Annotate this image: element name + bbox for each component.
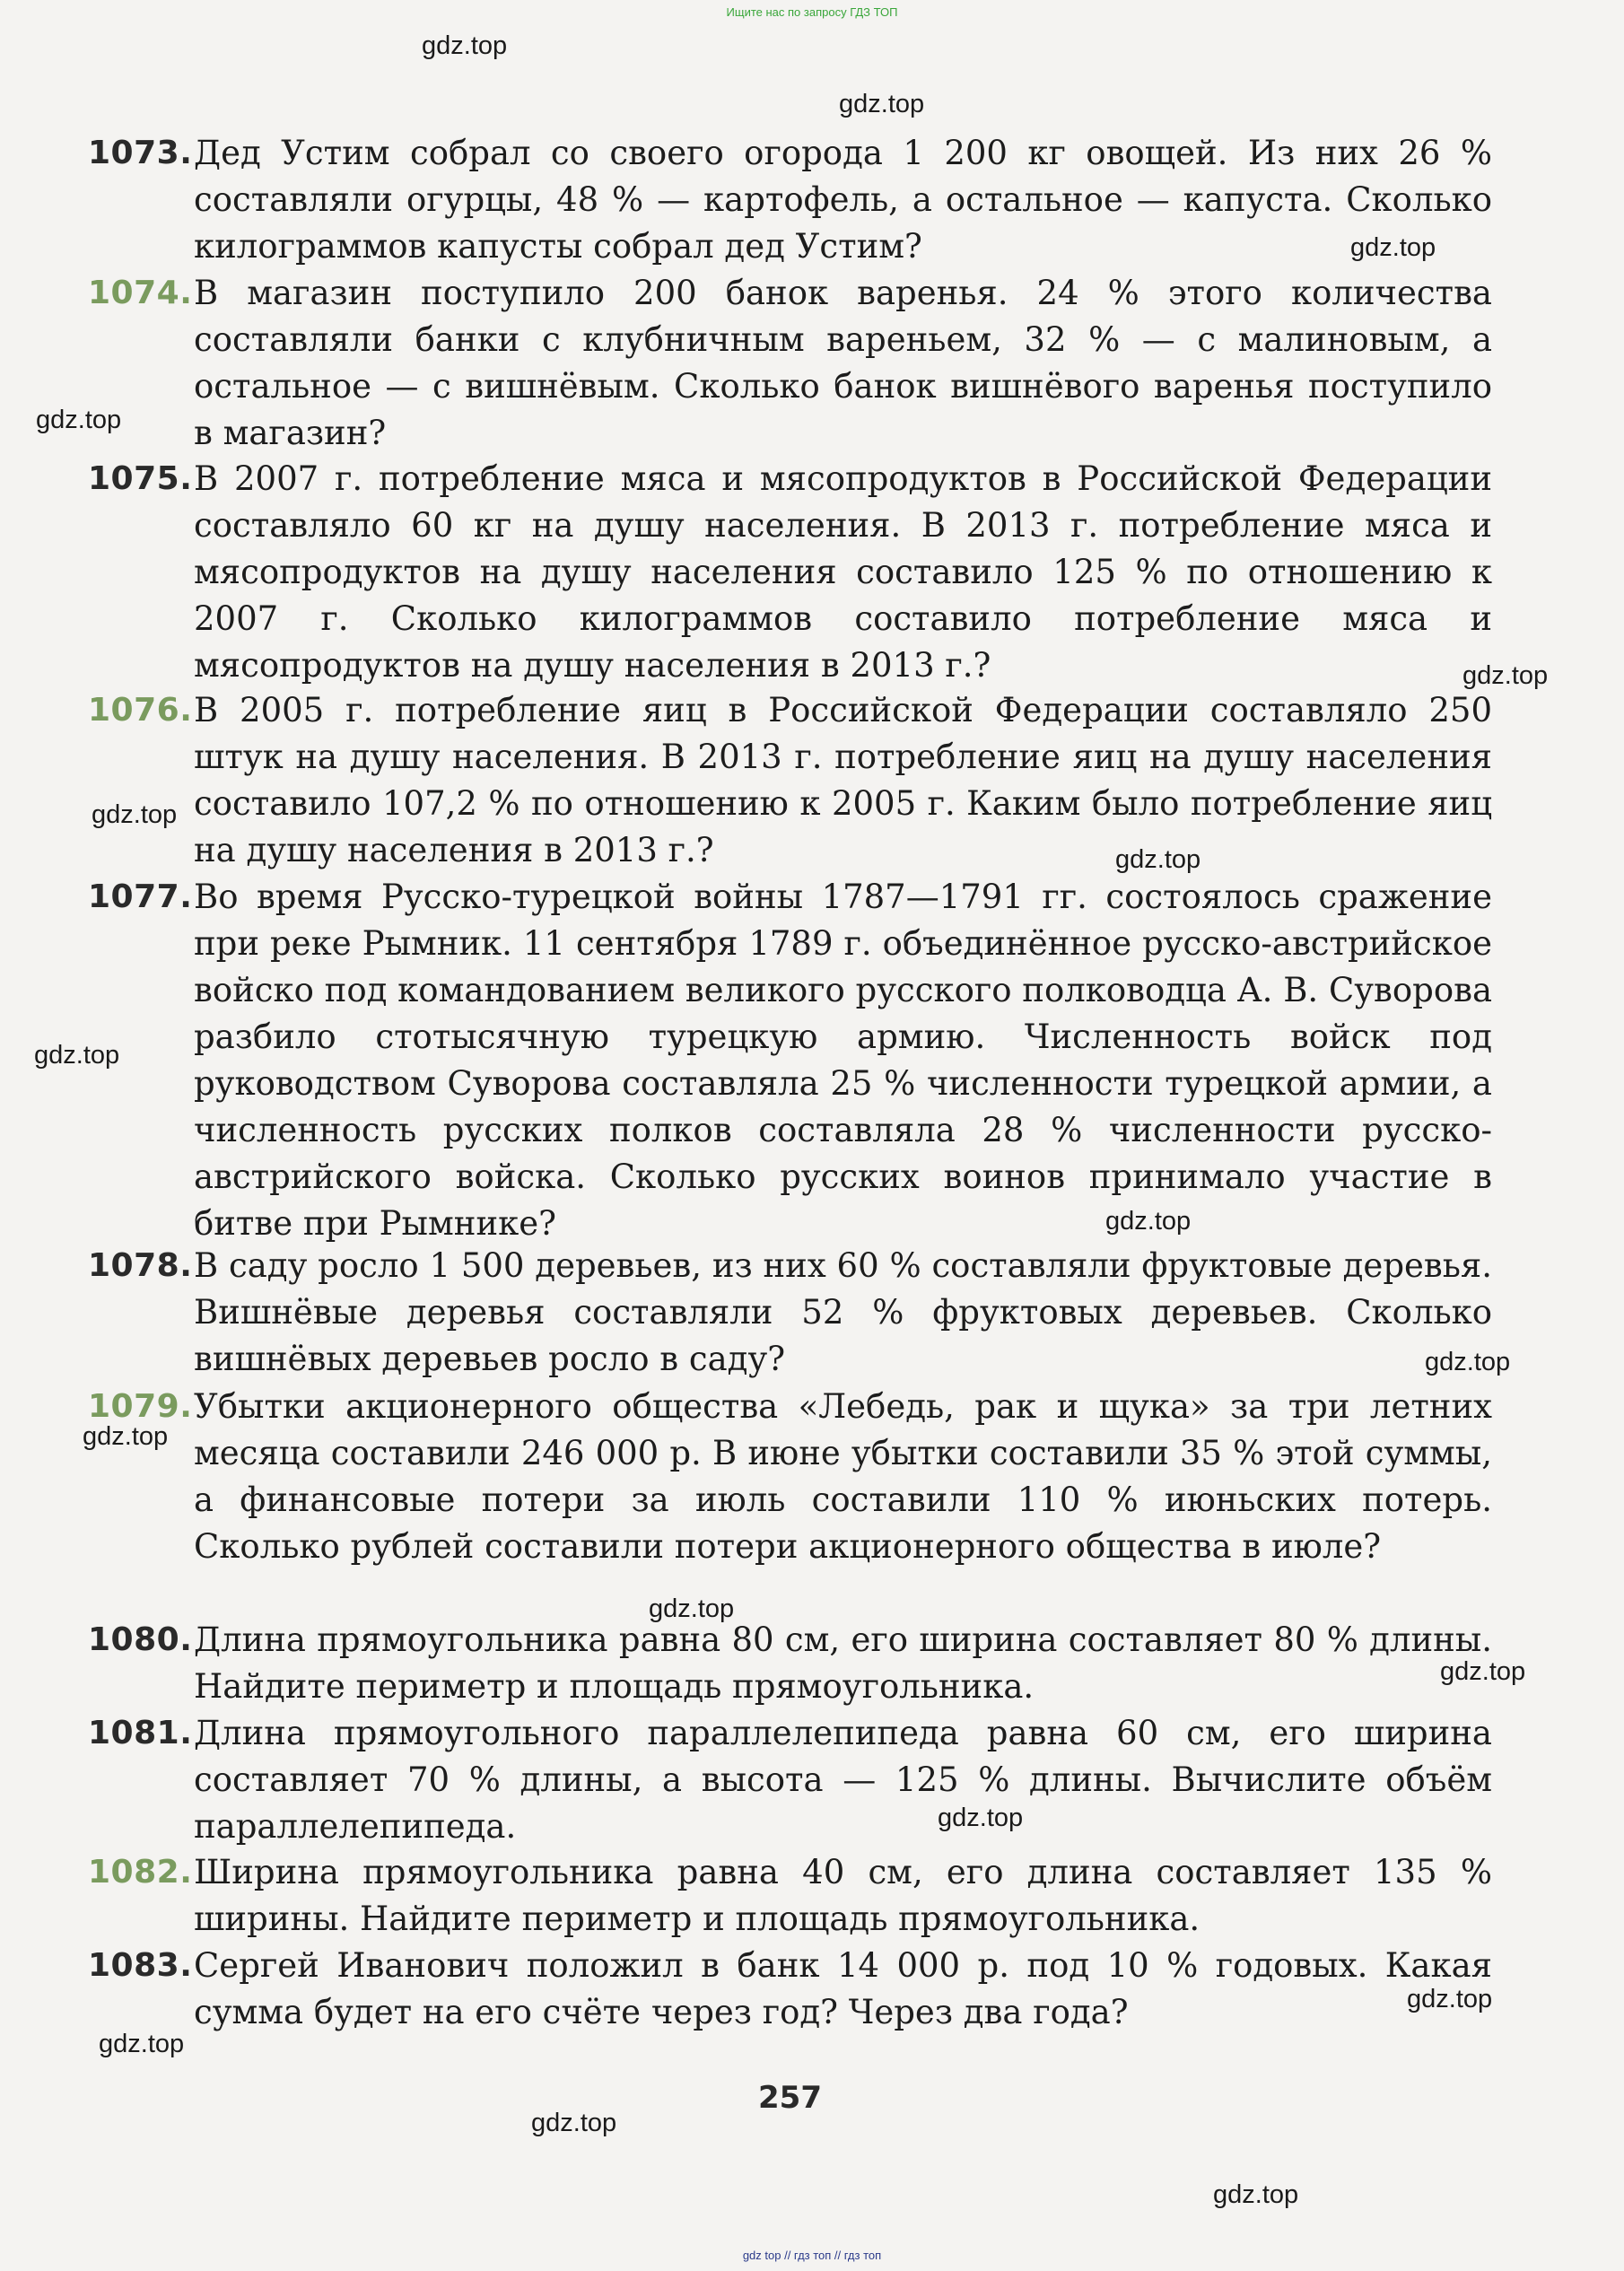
problem-text: Ширина прямоугольника равна 40 см, его длина составляет 135 % ширины. Найдите периметр и площадь прямоугольника. — [194, 1853, 1492, 1938]
watermark: gdz.top — [36, 406, 122, 434]
header-note: Ищите нас по запросу ГДЗ ТОП — [726, 5, 898, 19]
problem-number: 1079. — [88, 1388, 193, 1425]
problem-1079 — [88, 1384, 1492, 1570]
problem-number: 1082. — [88, 1854, 193, 1891]
watermark: gdz.top — [1462, 661, 1549, 690]
problem-text: В 2005 г. потребление яиц в Российской Федерации составляло 250 штук на душу населения. В 2013 г. потребление яиц на душу населения составило 107,2 % по отношению к 2005 г. Каким было потребление яиц на душу населения в 2013 г.? — [194, 691, 1492, 869]
watermark: gdz.top — [92, 800, 178, 829]
watermark: gdz.top — [1425, 1348, 1511, 1376]
problem-1083 — [88, 1943, 1492, 2036]
problem-text: Во время Русско-турецкой войны 1787—1791 гг. состоялось сражение при реке Рымник. 11 сентября 1789 г. объединённое русско-австрийское войско под командованием великого русского полководца А. В. Суворова разбило стотысячную турецкую армию. Численность войск под руководством Суворова составляла 25 % численности турецкой армии, а численность русских полков составляла 28 % численности русско-австрийского войска. Сколько русских воинов принимало участие в битве при Рымнике? — [194, 878, 1492, 1243]
problem-number: 1081. — [88, 1715, 193, 1751]
problem-text: В магазин поступило 200 банок варенья. 24 % этого количества составляли банки с клубничным вареньем, 32 % — с малиновым, а остальное — с вишнёвым. Сколько банок вишнёвого варенья поступило в магазин? — [194, 274, 1492, 452]
watermark: gdz.top — [1115, 845, 1201, 874]
watermark: gdz.top — [99, 2030, 185, 2058]
problem-1073 — [88, 130, 1492, 270]
watermark: gdz.top — [1105, 1207, 1192, 1236]
page-number: 257 — [758, 2080, 822, 2116]
watermark: gdz.top — [938, 1804, 1024, 1832]
watermark: gdz.top — [83, 1422, 169, 1451]
problem-text: Убытки акционерного общества «Лебедь, рак и щука» за три летних месяца составили 246 000 р. В июне убытки составили 35 % этой суммы, а финансовые потери за июль составили 110 % июньских потерь. Сколько рублей составили потери акционерного общества в июле? — [194, 1387, 1492, 1566]
watermark: gdz.top — [34, 1041, 120, 1070]
problem-text: В саду росло 1 500 деревьев, из них 60 % составляли фруктовые деревья. Вишнёвые деревья составляли 52 % фруктовых деревьев. Сколько вишнёвых деревьев росло в саду? — [194, 1246, 1492, 1378]
watermark: gdz.top — [839, 90, 925, 118]
problem-text: В 2007 г. потребление мяса и мясопродуктов в Российской Федерации составляло 60 кг на душу населения. В 2013 г. потребление мяса и мясопродуктов на душу населения составило 125 % по отношению к 2007 г. Сколько килограммов составило потребление мяса и мясопродуктов на душу населения в 2013 г.? — [194, 459, 1492, 685]
problem-1074 — [88, 270, 1492, 457]
watermark: gdz.top — [1350, 233, 1436, 262]
problem-text: Длина прямоугольного параллелепипеда равна 60 см, его ширина составляет 70 % длины, а высота — 125 % длины. Вычислите объём параллелепипеда. — [194, 1714, 1492, 1846]
problem-text: Сергей Иванович положил в банк 14 000 р. под 10 % годовых. Какая сумма будет на его счёте через год? Через два года? — [194, 1946, 1492, 2031]
problem-1076 — [88, 687, 1492, 874]
problem-1082 — [88, 1849, 1492, 1943]
problem-number: 1078. — [88, 1247, 193, 1284]
problem-1077 — [88, 874, 1492, 1247]
problem-number: 1074. — [88, 275, 193, 311]
problem-text: Дед Устим собрал со своего огорода 1 200 кг овощей. Из них 26 % составляли огурцы, 48 % — картофель, а остальное — капуста. Сколько килограммов капусты собрал дед Устим? — [194, 134, 1492, 266]
problem-number: 1080. — [88, 1621, 193, 1658]
problem-number: 1073. — [88, 135, 193, 171]
watermark: gdz.top — [649, 1594, 735, 1623]
problem-number: 1076. — [88, 692, 193, 729]
watermark: gdz.top — [531, 2109, 617, 2137]
problem-1081 — [88, 1710, 1492, 1850]
problem-number: 1077. — [88, 878, 193, 915]
watermark: gdz.top — [1407, 1985, 1493, 2013]
problem-1075 — [88, 456, 1492, 689]
watermark: gdz.top — [422, 31, 508, 60]
problem-text: Длина прямоугольника равна 80 см, его ширина составляет 80 % длины. Найдите периметр и площадь прямоугольника. — [194, 1620, 1492, 1706]
watermark: gdz.top — [1440, 1657, 1526, 1686]
footer-note: gdz top // гдз топ // гдз топ — [742, 2249, 882, 2262]
watermark: gdz.top — [1213, 2180, 1299, 2209]
problem-1080 — [88, 1617, 1492, 1710]
problem-number: 1083. — [88, 1947, 193, 1984]
problem-number: 1075. — [88, 460, 193, 497]
problem-1078 — [88, 1243, 1492, 1383]
